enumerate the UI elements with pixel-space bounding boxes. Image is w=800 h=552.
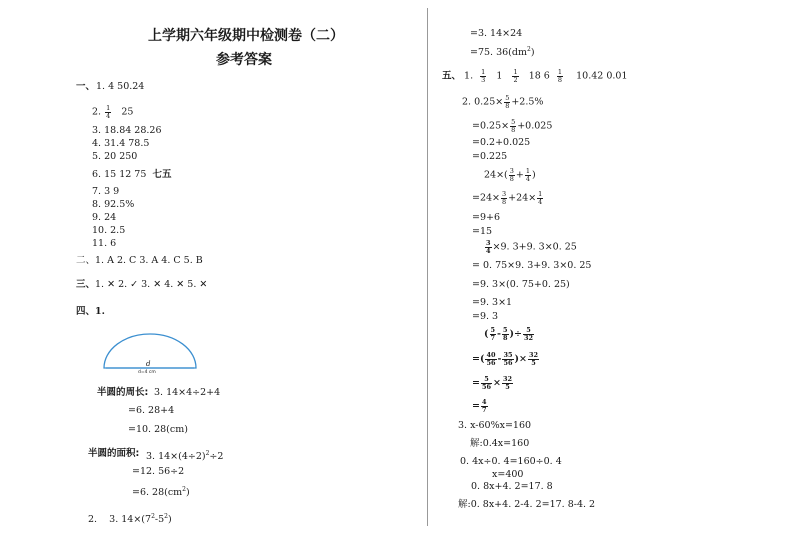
equation-3-step-3: x=400 bbox=[492, 469, 524, 480]
answer-1-8: 8. 92.5% bbox=[92, 199, 135, 210]
calc-step-13: ( $\frac{5}{7}$ - $\frac{5}{8}$ )÷ $\frac{5}{32}$ bbox=[484, 326, 534, 342]
calc-step-7: =15 bbox=[472, 226, 493, 237]
answer-1-7: 7. 3 9 bbox=[92, 186, 120, 197]
area-step-1: 3. $14\times(4\div 2)^2\div 2$ bbox=[146, 450, 224, 463]
answer-1-9: 9. 24 bbox=[92, 212, 117, 223]
answer-1-6: 6. 15 12 75 七五 bbox=[92, 169, 172, 180]
answer-1-5: 5. 20 250 bbox=[92, 151, 138, 162]
calc-step-5: =24× $\frac{3}{8}$ +24× $\frac{1}{4}$ bbox=[472, 190, 543, 206]
section-3-answers: 三、1. ✕ 2. ✓ 3. ✕ 4. ✕ 5. ✕ bbox=[76, 279, 208, 290]
calc-step-2: =0.2+0.025 bbox=[472, 137, 531, 148]
calc-step-16: = $\frac{4}{7}$ bbox=[472, 398, 487, 414]
equation-3-step-2: 0. 4x÷0. 4=160÷0. 4 bbox=[460, 456, 562, 467]
calc-step-12: =9. 3 bbox=[472, 311, 499, 322]
section-2-answers: 二、1. A 2. C 3. A 4. C 5. B bbox=[76, 255, 203, 266]
section-4-label: 四、1. bbox=[76, 306, 105, 317]
perimeter-step-3: =10. 28(cm) bbox=[128, 424, 188, 435]
question-4-2: 2. 3. $14\times(7^2-5^2)$ bbox=[88, 513, 172, 526]
perimeter-label: 半圆的周长: bbox=[97, 387, 149, 398]
calc-step-9: = 0. 75×9. 3+9. 3×0. 25 bbox=[472, 260, 592, 271]
calc-step-11: =9. 3×1 bbox=[472, 297, 513, 308]
calc-step-14: =( $\frac{40}{56}$ - $\frac{35}{56}$ )× $\frac{32}{5}$ bbox=[472, 351, 539, 367]
page-subtitle: 参考答案 bbox=[216, 52, 272, 68]
section-1-label: 一、 bbox=[76, 81, 96, 92]
answer-r2: =75. $36(dm^2)$ bbox=[470, 46, 535, 59]
answer-1-1: 1. 4 50.24 bbox=[96, 81, 145, 92]
calc-step-15: = $\frac{5}{56}$ × $\frac{32}{5}$ bbox=[472, 375, 513, 391]
column-divider bbox=[427, 8, 428, 526]
answer-r1: =3. 14×24 bbox=[470, 28, 523, 39]
answer-1-4: 4. 31.4 78.5 bbox=[92, 138, 150, 149]
section-5-line-1: 五、 1. $\frac{1}{3}$ 1 $\frac{1}{2}$ 18 6 $\frac{1}{8}$ 10.42 0.01 bbox=[442, 68, 628, 84]
equation-4: 0. 8x+4. 2=17. 8 bbox=[471, 481, 553, 492]
area-step-3: =6. $28(cm^2)$ bbox=[132, 486, 190, 499]
calc-step-6: =9+6 bbox=[472, 212, 501, 223]
equation-3: 3. x-60%x=160 bbox=[458, 420, 532, 431]
semicircle-diagram bbox=[100, 322, 202, 374]
answer-1-11: 11. 6 bbox=[92, 238, 117, 249]
calc-step-1: =0.25× $\frac{5}{8}$ +0.025 bbox=[472, 118, 553, 134]
area-step-2: =12. 56÷2 bbox=[132, 466, 185, 477]
calc-step-4: 24×( $\frac{3}{8}$ + $\frac{1}{4}$ ) bbox=[484, 167, 536, 183]
diameter-dimension: d=4 cm bbox=[138, 370, 156, 374]
diameter-label: d bbox=[146, 360, 151, 368]
equation-3-step-1: 解:0.4x=160 bbox=[470, 438, 530, 449]
perimeter-step-1: 3. 14×4÷2+4 bbox=[154, 387, 221, 398]
equation-4-step-1: 解:0. 8x+4. 2-4. 2=17. 8-4. 2 bbox=[458, 499, 596, 510]
answer-1-10: 10. 2.5 bbox=[92, 225, 126, 236]
calc-step-8: $\frac{3}{4}$ ×9. 3+9. 3×0. 25 bbox=[486, 239, 577, 255]
answer-1-3: 3. 18.84 28.26 bbox=[92, 125, 162, 136]
calc-step-3: =0.225 bbox=[472, 151, 508, 162]
area-label: 半圆的面积: bbox=[88, 448, 140, 459]
answer-1-2: 2. $\frac{1}{4}$ 25 bbox=[92, 104, 134, 120]
page-title: 上学期六年级期中检测卷（二） bbox=[148, 28, 344, 44]
calc-step-10: =9. 3×(0. 75+0. 25) bbox=[472, 279, 570, 290]
perimeter-step-2: =6. 28+4 bbox=[128, 405, 175, 416]
section-5-q2: 2. 0.25× $\frac{5}{8}$ +2.5% bbox=[462, 94, 544, 110]
